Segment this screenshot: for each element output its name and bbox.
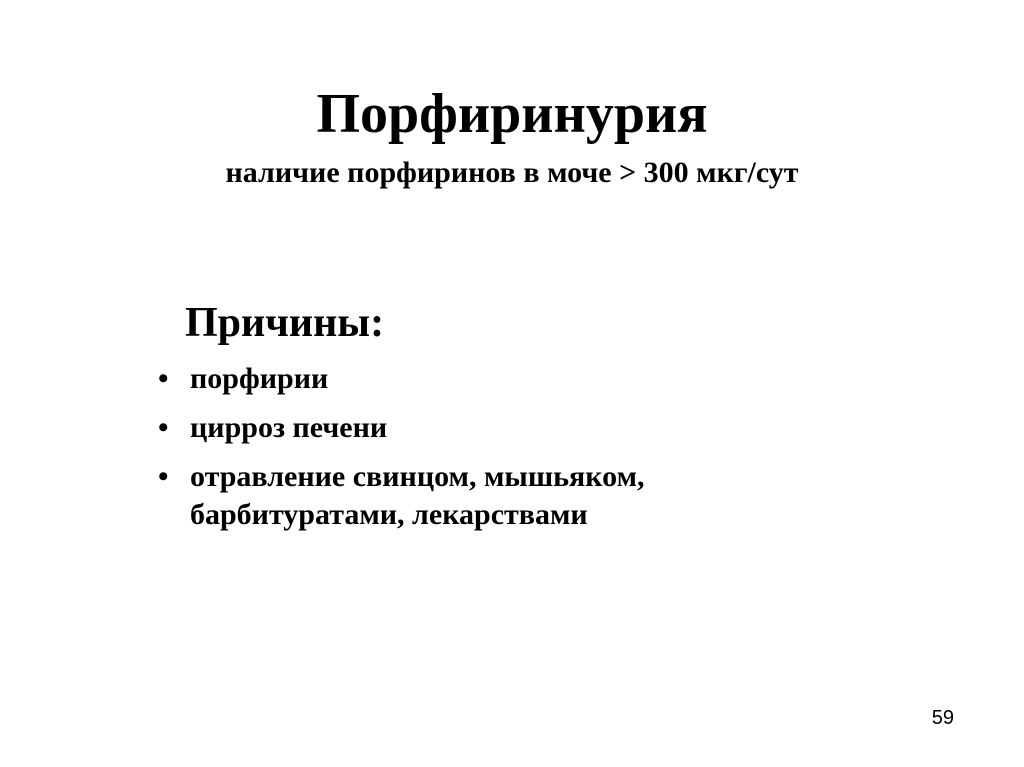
- list-item: [158, 458, 858, 534]
- slide-title: Порфиринурия: [316, 83, 708, 145]
- list-item-text-line-2: барбитуратами, лекарствами: [190, 498, 588, 531]
- bullet-icon: •: [158, 411, 169, 444]
- bullet-icon: •: [158, 362, 169, 395]
- causes-heading: Причины:: [185, 300, 385, 346]
- bullet-icon: •: [158, 460, 169, 493]
- list-item: [158, 409, 858, 447]
- list-item: [158, 360, 858, 398]
- causes-list: [158, 360, 858, 545]
- list-item-text-line-1: отравление свинцом, мышьяком,: [190, 460, 645, 493]
- page-number: 59: [931, 707, 954, 729]
- list-item-text: цирроз печени: [190, 411, 388, 444]
- slide-subtitle: наличие порфиринов в моче > 300 мкг/сут: [225, 156, 799, 189]
- list-item-text: порфирии: [190, 362, 329, 395]
